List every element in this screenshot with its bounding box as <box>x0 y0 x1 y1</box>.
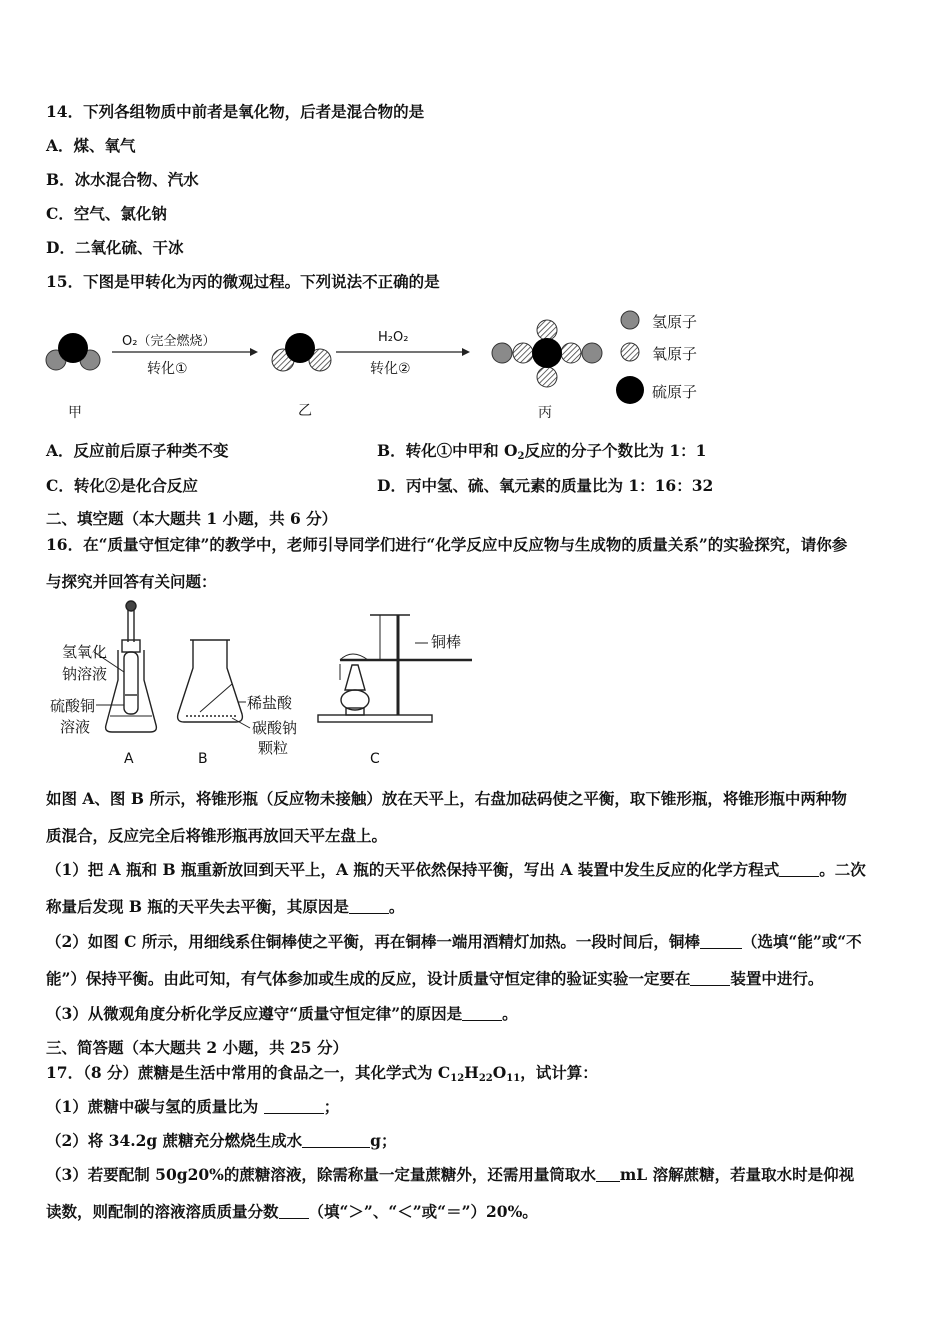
answer-blank[interactable] <box>462 1006 502 1021</box>
q15-stem: 15．下图是甲转化为丙的微观过程。下列说法不正确的是 <box>46 272 440 291</box>
fig-b-label-3: 颗粒 <box>258 739 289 757</box>
section-3-heading: 三、简答题（本大题共 2 小题，共 25 分） <box>46 1038 348 1057</box>
q16-part1-line2: 称量后发现 B 瓶的天平失去平衡，其原因是 。 <box>46 897 405 916</box>
fig-caption-c: C <box>370 751 380 767</box>
fig-a-label-2: 钠溶液 <box>62 665 108 683</box>
q16-para-2: 质混合，反应完全后将锥形瓶再放回天平左盘上。 <box>46 826 388 845</box>
q16-part2-line1: （2）如图 C 所示，用细线系住铜棒使之平衡，再在铜棒一端用酒精灯加热。一段时间后，铜棒 （选填“能”或“不 <box>46 932 862 951</box>
answer-blank[interactable] <box>264 1099 324 1114</box>
q16-part1-line1: （1）把 A 瓶和 B 瓶重新放回到天平上，A 瓶的天平依然保持平衡，写出 A 装置中发生反应的化学方程式 。二次 <box>46 860 866 879</box>
fig-c-label: 铜棒 <box>431 633 462 651</box>
q17-part1: （1）蔗糖中碳与氢的质量比为 ； <box>46 1097 340 1116</box>
fig-a-label-3: 硫酸铜 <box>50 697 96 715</box>
q14-option-b: B．冰水混合物、汽水 <box>46 170 199 189</box>
label-bing: 丙 <box>538 405 552 421</box>
fig-caption-b: B <box>198 751 208 767</box>
q16-line-1: 16．在“质量守恒定律”的教学中，老师引导同学们进行“化学反应中反应物与生成物的质量关系”的实验探究，请你参 <box>46 535 848 554</box>
arrow1-bottom-label: 转化① <box>147 361 188 377</box>
arrow1-top-label: O₂（完全燃烧） <box>122 334 216 349</box>
legend-hydrogen-label: 氢原子 <box>652 313 698 331</box>
arrow2-bottom-label: 转化② <box>370 361 411 377</box>
q15-option-c: C．转化②是化合反应 <box>46 476 198 495</box>
legend-sulfur-label: 硫原子 <box>652 383 698 401</box>
q16-para-1: 如图 A、图 B 所示，将锥形瓶（反应物未接触）放在天平上，右盘加砝码使之平衡，取下锥形瓶，将锥形瓶中两种物 <box>46 789 847 808</box>
fig-a-label-4: 溶液 <box>60 718 91 736</box>
q16-part3: （3）从微观角度分析化学反应遵守“质量守恒定律”的原因是 。 <box>46 1004 518 1023</box>
q16-part2-line2: 能”）保持平衡。由此可知，有气体参加或生成的反应，设计质量守恒定律的验证实验一定要在 装置中进行。 <box>46 969 824 988</box>
section-2-heading: 二、填空题（本大题共 1 小题，共 6 分） <box>46 509 338 528</box>
fig-b-label-1: 稀盐酸 <box>247 694 293 712</box>
answer-blank[interactable] <box>690 971 730 986</box>
q14-option-c: C．空气、氯化钠 <box>46 204 167 223</box>
answer-blank[interactable] <box>349 899 389 914</box>
answer-blank[interactable] <box>279 1204 309 1219</box>
q15-option-a: A．反应前后原子种类不变 <box>46 441 229 460</box>
q14-option-a: A．煤、氧气 <box>46 136 136 155</box>
apparatus-b <box>178 640 250 728</box>
label-yi: 乙 <box>298 403 312 419</box>
q14-stem: 14．下列各组物质中前者是氧化物，后者是混合物的是 <box>46 102 425 121</box>
answer-blank[interactable] <box>302 1133 370 1148</box>
q17-stem: 17．（8 分）蔗糖是生活中常用的食品之一，其化学式为 $C_{12}H_{22}O_{11}$，试计算： <box>46 1063 598 1084</box>
answer-blank[interactable] <box>596 1167 620 1182</box>
q17-part2: （2）将 34.2g 蔗糖充分燃烧生成水 g； <box>46 1131 397 1150</box>
q17-part3-line1: （3）若要配制 50g20%的蔗糖溶液，除需称量一定量蔗糖外，还需用量筒取水 mL 溶解蔗糖，若量取水时是仰视 <box>46 1165 855 1184</box>
answer-blank[interactable] <box>700 934 742 949</box>
answer-blank[interactable] <box>779 862 819 877</box>
legend-oxygen-label: 氧原子 <box>652 345 698 363</box>
arrow2-top-label: H₂O₂ <box>378 330 409 345</box>
q14-option-d: D．二氧化硫、干冰 <box>46 238 184 257</box>
label-jia: 甲 <box>68 405 82 421</box>
fig-b-label-2: 碳酸钠 <box>252 719 298 737</box>
q15-option-b: B．转化①中甲和 $O_2$反应的分子个数比为 1：1 <box>377 441 707 462</box>
q16-line-2: 与探究并回答有关问题： <box>46 572 217 591</box>
fig-caption-a: A <box>124 751 134 767</box>
q17-part3-line2: 读数，则配制的溶液溶质质量分数 （填“＞”、“＜”或“＝”）20%。 <box>46 1202 538 1221</box>
q15-option-d: D．丙中氢、硫、氧元素的质量比为 1：16：32 <box>377 476 714 495</box>
fig-a-label-1: 氢氧化 <box>62 643 108 661</box>
